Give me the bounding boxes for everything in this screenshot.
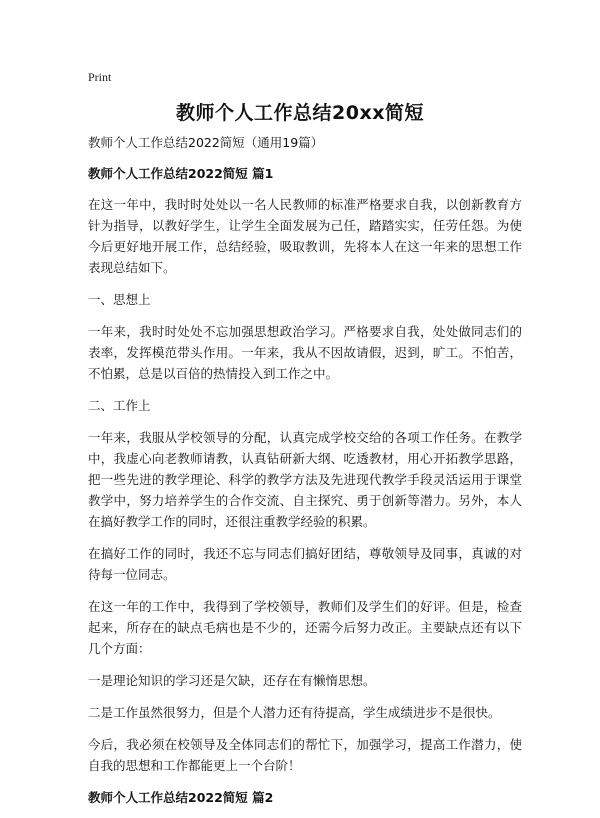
- section-heading: 教师个人工作总结2022简短 篇2: [88, 790, 274, 805]
- work-paragraph: 一年来，我服从学校领导的分配，认真完成学校交给的各项工作任务。在教学中，我虚心向老教师请教，认真钻研新大纲、吃透教材，用心开拓教学思路，把一些先进的教学理论、科学的教学方法及先进现代教学手段灵活运用于课堂教学中，努力培养学生的合作交流、自主探究、勇于创新等潜力。另外，本人在搞好教学工作的同时，还很注重教学经验的积累。: [88, 430, 522, 529]
- thought-paragraph: 一年来，我时时处处不忘加强思想政治学习。严格要求自我，处处做同志们的表率，发挥模范带头作用。一年来，我从不因故请假，迟到，旷工。不怕苦，不怕累，总是以百倍的热情投入到工作之中。: [88, 324, 522, 381]
- print-label: Print: [88, 70, 112, 84]
- shortcoming-one: 一是理论知识的学习还是欠缺，还存在有懒惰思想。: [88, 673, 376, 688]
- shortcoming-two: 二是工作虽然很努力，但是个人潜力还有待提高，学生成绩进步不是很快。: [88, 705, 501, 720]
- subheading-work: 二、工作上: [88, 398, 151, 413]
- section-heading: 教师个人工作总结2022简短 篇1: [88, 166, 274, 181]
- page-title: 教师个人工作总结20xx简短: [176, 102, 424, 124]
- subheading-thought: 一、思想上: [88, 292, 151, 307]
- unity-paragraph: 在搞好工作的同时，我还不忘与同志们搞好团结，尊敬领导及同事，真诚的对待每一位同志。: [88, 546, 522, 582]
- intro-paragraph: 在这一年中，我时时处处以一名人民教师的标准严格要求自我，以创新教育方针为指导，以教好学生，让学生全面发展为己任，踏踏实实，任劳任怨。为使今后更好地开展工作，总结经验，吸取教训，先将本人在这一年来的思想工作表现总结如下。: [88, 197, 522, 275]
- future-paragraph: 今后，我必须在校领导及全体同志们的帮忙下，加强学习，提高工作潜力，使自我的思想和工作都能更上一个台阶！: [88, 737, 522, 773]
- document-subtitle: 教师个人工作总结2022简短（通用19篇）: [88, 135, 324, 150]
- document-body: [88, 132, 522, 818]
- shortcomings-paragraph: 在这一年的工作中，我得到了学校领导，教师们及学生们的好评。但是，检查起来，所存在的缺点毛病也是不少的，还需今后努力改正。主要缺点还有以下几个方面：: [88, 599, 522, 656]
